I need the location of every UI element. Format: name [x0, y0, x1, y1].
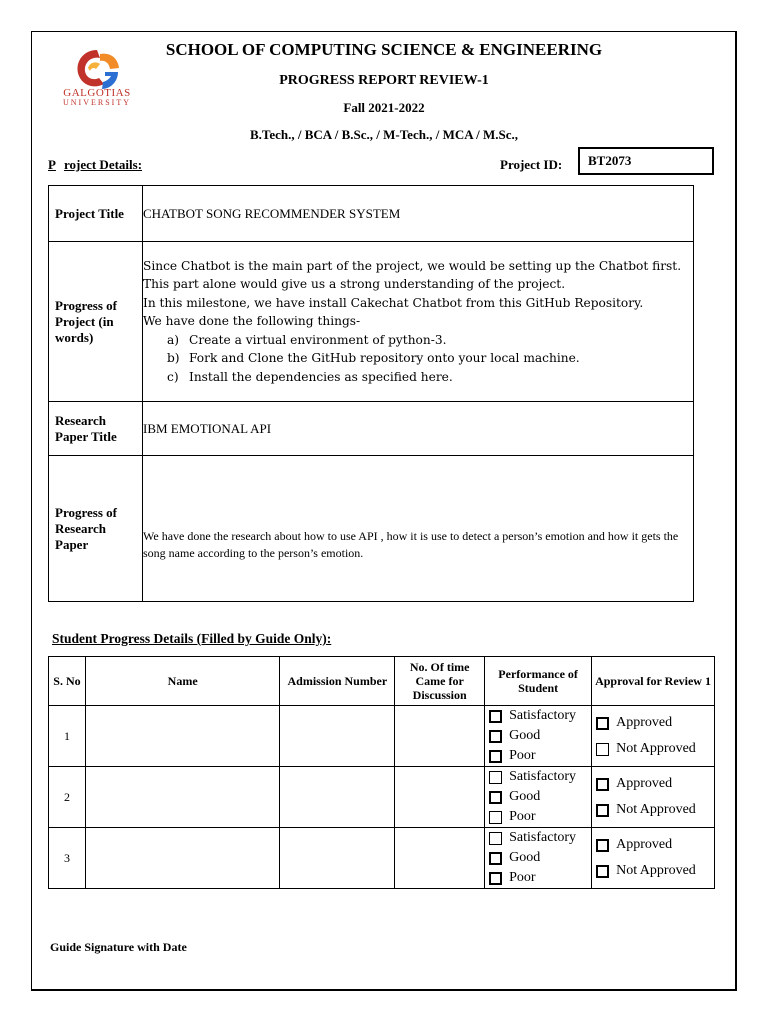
checkbox-not-approved[interactable]: Not Approved: [592, 858, 714, 884]
admission-cell[interactable]: [280, 767, 395, 828]
checkbox-good[interactable]: Good: [485, 848, 591, 868]
name-cell[interactable]: [85, 828, 280, 889]
header-approval: Approval for Review 1: [592, 657, 715, 706]
checkbox-good[interactable]: Good: [485, 787, 591, 807]
project-title-label: Project Title: [49, 186, 143, 242]
term: Fall 2021-2022: [343, 100, 425, 115]
name-cell[interactable]: [85, 767, 280, 828]
report-title: PROGRESS REPORT REVIEW-1: [279, 73, 489, 88]
row-number: 3: [49, 828, 86, 889]
progress-text: Since Chatbot is the main part of the project, we would be setting up the Chatbot first. This part alone would give us a strong understanding of the project. In this milestone, we have install Cakechat Chatbot from this GitHub Repository. We have done the following things- a) Create a virtual environment of python-3. b) Fork and Clone the GitHub repository onto your local machine. c) Install the dependencies as specified here.: [143, 242, 694, 402]
project-id-label: Project ID:: [500, 157, 563, 172]
project-details-heading: P roject Details:: [48, 157, 143, 172]
header-name: Name: [85, 657, 280, 706]
discussion-cell[interactable]: [395, 706, 485, 767]
student-progress-heading: Student Progress Details (Filled by Guide Only):: [52, 631, 332, 646]
table-row: [49, 706, 715, 767]
logo-name: GALGOTIAS: [63, 87, 131, 99]
progress-item: b) Fork and Clone the GitHub repository onto your local machine.: [167, 351, 580, 366]
progress-item: a) Create a virtual environment of python-3.: [167, 332, 447, 347]
checkbox-not-approved[interactable]: Not Approved: [592, 736, 714, 762]
header-performance: Performance of Student: [485, 657, 592, 706]
checkbox-approved[interactable]: Approved: [592, 771, 714, 797]
checkbox-satisfactory[interactable]: Satisfactory: [485, 767, 591, 787]
research-paper-title-value: IBM EMOTIONAL API: [143, 402, 694, 456]
progress-item: c) Install the dependencies as specified here.: [167, 369, 453, 384]
checkbox-approved[interactable]: Approved: [592, 710, 714, 736]
checkbox-approved[interactable]: Approved: [592, 832, 714, 858]
research-paper-progress-text: We have done the research about how to use API , how it is use to detect a person’s emotion and how it gets the song name according to the person’s emotion.: [143, 456, 694, 602]
guide-signature-label: Guide Signature with Date: [50, 940, 187, 954]
row-number: 2: [49, 767, 86, 828]
table-row: [49, 828, 715, 889]
header-discussion: No. Of time Came for Discussion: [395, 657, 485, 706]
approval-cell: [592, 828, 715, 889]
name-cell[interactable]: [85, 706, 280, 767]
checkbox-satisfactory[interactable]: Satisfactory: [485, 706, 591, 726]
admission-cell[interactable]: [280, 706, 395, 767]
performance-cell: [485, 767, 592, 828]
checkbox-poor[interactable]: Poor: [485, 868, 591, 888]
logo-subtitle: UNIVERSITY: [63, 98, 131, 107]
research-paper-progress-label: Progress of Research Paper: [49, 456, 143, 602]
table-row: [49, 767, 715, 828]
project-title-value: CHATBOT SONG RECOMMENDER SYSTEM: [143, 186, 694, 242]
project-table: [48, 185, 694, 602]
discussion-cell[interactable]: [395, 767, 485, 828]
progress-label: Progress of Project (in words): [49, 242, 143, 402]
school-title: SCHOOL OF COMPUTING SCIENCE & ENGINEERING: [165, 40, 603, 59]
checkbox-satisfactory[interactable]: Satisfactory: [485, 828, 591, 848]
performance-cell: [485, 706, 592, 767]
header-admission: Admission Number: [280, 657, 395, 706]
approval-cell: [592, 767, 715, 828]
checkbox-good[interactable]: Good: [485, 726, 591, 746]
programs: B.Tech., / BCA / B.Sc., / M-Tech., / MCA / M.Sc.,: [249, 127, 519, 142]
admission-cell[interactable]: [280, 828, 395, 889]
checkbox-poor[interactable]: Poor: [485, 807, 591, 827]
performance-cell: [485, 828, 592, 889]
student-progress-table: [48, 656, 715, 889]
project-id-field[interactable]: BT2073: [578, 147, 714, 175]
header-sno: S. No: [49, 657, 86, 706]
row-number: 1: [49, 706, 86, 767]
research-paper-title-label: Research Paper Title: [49, 402, 143, 456]
checkbox-not-approved[interactable]: Not Approved: [592, 797, 714, 823]
discussion-cell[interactable]: [395, 828, 485, 889]
approval-cell: [592, 706, 715, 767]
checkbox-poor[interactable]: Poor: [485, 746, 591, 766]
